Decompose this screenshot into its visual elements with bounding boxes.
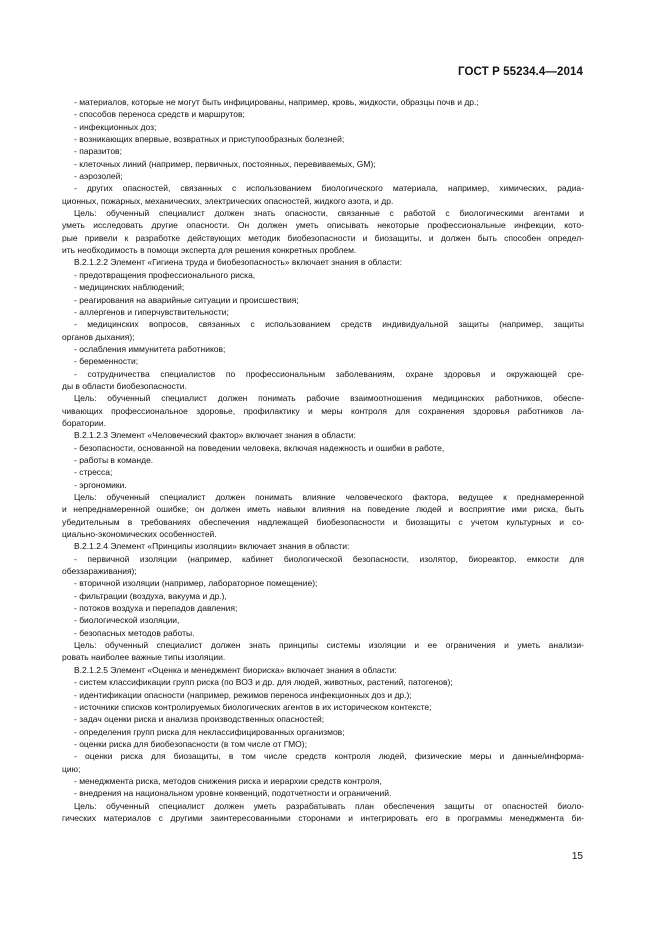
text-line: - эргономики. [74,479,127,490]
text-line: Цель: обученный специалист должен знать принципы системы изоляции и ее ограничения и уметь анализи- [74,640,584,651]
text-line: - идентификации опасности (например, режимов переноса инфекционных доз и др.); [74,689,412,700]
text-line: циально-экономических особенностей. [62,529,217,540]
text-line: органов дыхания); [62,331,135,342]
text-line: Цель: обученный специалист должен уметь разрабатывать план обеспечения защиты от опасностей биоло- [74,800,584,811]
text-line: уметь исследовать другие опасности. Он должен уметь описывать некоторые профессиональные инфекции, кото- [62,220,584,231]
text-line: - паразитов; [74,146,122,157]
text-line: боратории. [62,417,106,428]
text-line: убедительным в требованиях обеспечения надлежащей биобезопасности и биозащиты с учетом культурных и со- [62,516,584,527]
text-line: - клеточных линий (например, первичных, постоянных, перевиваемых, GM); [74,158,376,169]
text-line: - определения групп риска для неклассифицированных организмов; [74,726,345,737]
text-line: В.2.1.2.2 Элемент «Гигиена труда и биобезопасность» включает знания в области: [74,257,402,268]
text-line: - вторичной изоляции (например, лабораторное помещение); [74,578,318,589]
text-line: - оценки риска для биобезопасности (в том числе от ГМО); [74,738,307,749]
text-line: гических материалов с другими заинтересованными сторонами и интегрировать его в программы менеджмента би- [62,812,584,823]
text-line: чивающих профессиональное здоровье, профилактику и меры контроля для сохранения здоровья работников ла- [62,405,584,416]
text-line: - биологической изоляции, [74,615,180,626]
text-line: - аллергенов и гиперчувствительности; [74,306,229,317]
text-line: - медицинских наблюдений; [74,282,185,293]
text-line: - безопасных методов работы. [74,627,195,638]
text-line: - менеджмента риска, методов снижения риска и иерархии средств контроля, [74,775,382,786]
text-line: - оценки риска для биозащиты, в том числе средств контроля людей, физические меры и данные/информа- [74,751,584,762]
text-line: В.2.1.2.3 Элемент «Человеческий фактор» включает знания в области: [74,430,356,441]
text-line: - предотвращения профессионального риска, [74,269,256,280]
text-line: - задач оценки риска и анализа производственных опасностей; [74,714,325,725]
text-line: цию; [62,763,81,774]
text-line: - других опасностей, связанных с использованием биологического материала, например, химических, радиа- [74,183,584,194]
text-line: - ослабления иммунитета работников; [74,343,226,354]
text-line: рые привели к разработке действующих методик биобезопасности и биозащиты, и должен быть способен определ- [62,232,584,243]
text-line: ить необходимость в помощи эксперта для решения конкретных проблем. [62,245,357,256]
text-line: В.2.1.2.4 Элемент «Принципы изоляции» включает знания в области: [74,541,350,552]
text-line: - способов переноса средств и маршрутов; [74,109,245,120]
text-line: - работы в команде. [74,454,154,465]
text-line: - безопасности, основанной на поведении человека, включая надежность и ошибки в работе, [74,442,445,453]
text-line: ционных, пожарных, механических, электрических опасностей, жидкого азота, и др. [62,195,394,206]
text-line: ровать наиболее важные типы изоляции. [62,652,226,663]
text-line: - реагирования на аварийные ситуации и происшествия; [74,294,299,305]
text-line: ды в области биобезопасности. [62,380,187,391]
text-line: - сотрудничества специалистов по профессиональным заболеваниям, охране здоровья и окружающей сре- [74,368,584,379]
text-line: - стресса; [74,467,113,478]
text-line: Цель: обученный специалист должен понимать влияние человеческого фактора, ведущее к преднамеренной [74,492,584,502]
page-number: 15 [571,851,583,862]
text-line: - потоков воздуха и перепадов давления; [74,603,238,614]
text-line: обеззараживания); [62,566,137,577]
text-line: Цель: обученный специалист должен знать опасности, связанные с работой с биологическими агентами и [74,208,584,219]
text-line: - внедрения на национальном уровне конвенций, подотчетности и ограничений. [74,788,392,799]
text-line: - первичной изоляции (например, кабинет биологической безопасности, изолятор, биореактор, емкости для [74,553,584,564]
text-line: - систем классификации групп риска (по ВОЗ и др. для людей, животных, растений, патогенов); [74,677,453,688]
text-line: - источники списков контролируемых биологических агентов в их историческом контексте; [74,701,432,712]
text-line: - медицинских вопросов, связанных с использованием средств индивидуальной защиты (например, защиты [74,319,584,330]
text-line: - беременности; [74,356,139,367]
text-line: и непреднамеренной ошибке; он должен иметь навыки влияния на поведение людей и восприятие ими риска, быть [62,504,584,515]
text-line: - фильтрации (воздуха, вакуума и др.), [74,590,227,601]
document-header: ГОСТ Р 55234.4—2014 [458,66,583,78]
text-line: - возникающих впервые, возвратных и приступообразных болезней; [74,134,345,145]
document-body [62,96,584,824]
text-line: - материалов, которые не могут быть инфицированы, например, кровь, жидкости, образцы почв и др.; [74,97,479,107]
text-line: - инфекционных доз; [74,121,157,132]
text-line: Цель: обученный специалист должен понимать рабочие взаимоотношения медицинских работников, обеспе- [74,393,584,404]
text-line: В.2.1.2.5 Элемент «Оценка и менеджмент биориска» включает знания в области: [74,664,397,675]
text-line: - аэрозолей; [74,171,123,182]
